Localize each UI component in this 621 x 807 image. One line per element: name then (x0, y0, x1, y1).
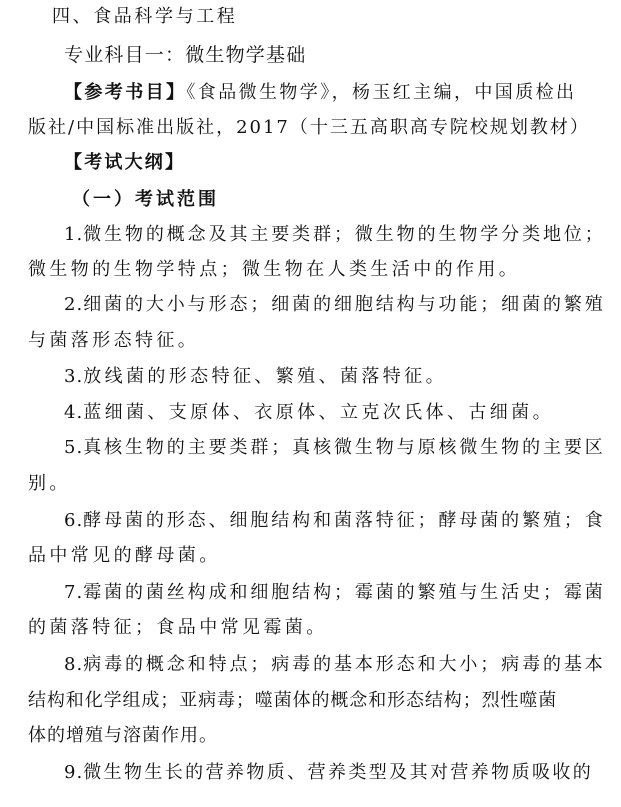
list-item-8-line-1 (64, 652, 606, 678)
list-item-text: 病毒的概念和特点；病毒的基本形态和大小；病毒的基本 (83, 654, 606, 675)
list-item-4-line-1 (64, 400, 554, 426)
list-item-text: 细菌的大小与形态；细菌的细胞结构与功能；细菌的繁殖 (83, 294, 606, 315)
list-item-7-line-2: 的菌落特征；食品中常见霉菌。 (28, 617, 328, 638)
list-item-7-line-1 (64, 580, 606, 606)
section-title: 四、食品科学与工程 (52, 6, 238, 27)
scope-title: （一）考试范围 (72, 189, 219, 210)
list-item-text: 放线菌的形态特征、繁殖、菌落特征。 (83, 366, 447, 387)
subject-title: 专业科目一：微生物学基础 (64, 44, 307, 66)
list-item-8-line-2: 结构和化学组成；亚病毒；噬菌体的概念和形态结构；烈性噬菌 (28, 690, 558, 711)
list-item-number: 4. (64, 402, 84, 423)
list-item-number: 6. (64, 510, 84, 531)
list-item-2-line-2: 与菌落形态特征。 (28, 330, 200, 351)
list-item-number: 3. (64, 366, 84, 387)
list-item-8-line-3: 体的增殖与溶菌作用。 (28, 725, 218, 746)
list-item-text: 微生物的概念及其主要类群；微生物的生物学分类地位； (83, 224, 606, 245)
list-item-number: 8. (64, 654, 84, 675)
list-item-3-line-1 (64, 364, 447, 390)
list-item-1-line-2: 微生物的生物学特点；微生物在人类生活中的作用。 (28, 259, 521, 280)
list-item-text: 微生物生长的营养物质、营养类型及其对营养物质吸收的 (83, 762, 594, 783)
list-item-number: 9. (64, 762, 84, 783)
list-item-6-line-1 (64, 508, 606, 534)
outline-title: 【考试大纲】 (64, 152, 186, 173)
list-item-2-line-1 (64, 292, 606, 318)
list-item-number: 1. (64, 224, 84, 245)
list-item-5-line-2: 别。 (28, 473, 71, 494)
list-item-1-line-1 (64, 222, 606, 248)
list-item-9-line-1 (64, 760, 593, 786)
list-item-text: 蓝细菌、支原体、衣原体、立克次氏体、古细菌。 (83, 402, 554, 423)
list-item-text: 酵母菌的形态、细胞结构和菌落特征；酵母菌的繁殖；食 (83, 510, 606, 531)
list-item-6-line-2: 品中常见的酵母菌。 (28, 545, 221, 566)
list-item-5-line-1 (64, 435, 606, 461)
reference-label: 【参考书目】 (64, 82, 187, 103)
list-item-text: 真核生物的主要类群；真核微生物与原核微生物的主要区 (83, 437, 606, 458)
reference-text-1: 《食品微生物学》，杨玉红主编，中国质检出 (186, 82, 577, 103)
list-item-number: 5. (64, 437, 84, 458)
reference-line-2: 版社/中国标准出版社，2017（十三五高职高专院校规划教材） (28, 117, 590, 138)
list-item-number: 2. (64, 294, 84, 315)
reference-line-1 (64, 80, 576, 106)
list-item-text: 霉菌的菌丝构成和细胞结构；霉菌的繁殖与生活史；霉菌 (83, 582, 606, 603)
list-item-number: 7. (64, 582, 84, 603)
